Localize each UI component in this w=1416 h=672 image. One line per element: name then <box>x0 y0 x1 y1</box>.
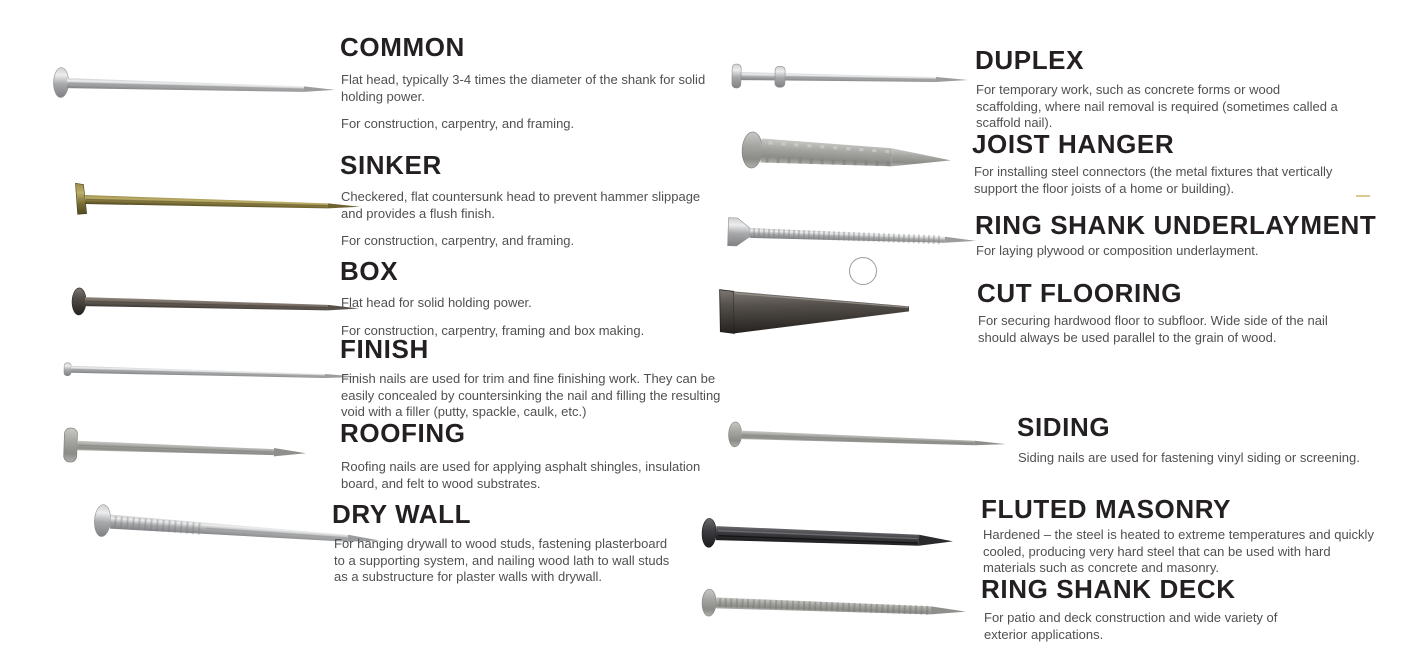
roofing-title: ROOFING <box>340 418 466 448</box>
sinker-title: SINKER <box>340 150 442 180</box>
cut-flooring-description-line: For securing hardwood floor to subfloor. Wide side of the nail should always be used parallel to the grain of wood. <box>978 313 1328 345</box>
box-title: BOX <box>340 256 399 286</box>
fluted-masonry-title: FLUTED MASONRY <box>981 494 1232 524</box>
box-use-line: For construction, carpentry, framing and box making. <box>341 322 645 338</box>
roofing-nail-image <box>59 425 308 474</box>
joist-hanger-nail-image <box>739 121 957 188</box>
common-use-line: For construction, carpentry, and framing. <box>341 116 575 132</box>
siding-nail-image <box>725 413 1008 465</box>
siding-description-line: Siding nails are used for fastening vinyl siding or screening. <box>1018 450 1360 465</box>
roofing-description-line: Roofing nails are used for applying asphalt shingles, insulation board, and felt to wood substrates. <box>341 459 701 491</box>
sinker-description <box>341 189 701 261</box>
siding-description <box>1018 450 1378 478</box>
drywall-description <box>334 536 680 597</box>
fluted-masonry-nail-image <box>699 510 955 565</box>
roofing-description <box>341 459 725 503</box>
click-indicator-circle <box>849 257 877 285</box>
duplex-title: DUPLEX <box>975 45 1085 75</box>
gold-dash-decoration <box>1356 195 1370 197</box>
duplex-description-line: For temporary work, such as concrete forms or wood scaffolding, where nail removal is required (sometimes called a scaffold nail). <box>976 82 1338 131</box>
ring-shank-underlayment-nail-image <box>725 212 978 261</box>
ring-shank-deck-nail-image <box>699 580 968 633</box>
box-description-line: Flat head for solid holding power. <box>341 295 532 310</box>
duplex-nail-image <box>730 58 971 98</box>
finish-description-line: Finish nails are used for trim and fine finishing work. They can be easily concealed by countersinking the nail and filling the resulting void with a filler (putty, spackle, caulk, etc.) <box>341 371 721 420</box>
sinker-nail-image <box>72 180 363 226</box>
siding-title: SIDING <box>1017 412 1111 442</box>
finish-title: FINISH <box>340 334 429 364</box>
cut-flooring-description <box>978 313 1362 357</box>
common-nail-image <box>51 61 337 110</box>
box-nail-image <box>70 283 363 327</box>
cut-flooring-nail-image <box>716 283 913 336</box>
ring-shank-underlayment-description-line: For laying plywood or composition underlayment. <box>976 243 1259 258</box>
finish-nail-image <box>62 354 363 392</box>
drywall-title: DRY WALL <box>332 499 472 529</box>
ring-shank-underlayment-description <box>976 243 1306 271</box>
common-title: COMMON <box>340 32 465 62</box>
joist-hanger-description-line: For installing steel connectors (the metal fixtures that vertically support the floor joists of a home or building). <box>974 164 1333 196</box>
fluted-masonry-description-line: Hardened – the steel is heated to extreme temperatures and quickly cooled, producing very hard steel that can be used with hard materials such as concrete and masonry. <box>983 527 1374 576</box>
drywall-description-line: For hanging drywall to wood studs, fastening plasterboard to a supporting system, and nailing wood lath to wall studs as a substructure for plaster walls with drywall. <box>334 536 670 585</box>
cut-flooring-title: CUT FLOORING <box>977 278 1183 308</box>
ring-shank-underlayment-title: RING SHANK UNDERLAYMENT <box>975 210 1377 240</box>
common-description-line: Flat head, typically 3-4 times the diameter of the shank for solid holding power. <box>341 72 706 104</box>
ring-shank-deck-description <box>984 610 1320 654</box>
joist-hanger-description <box>974 164 1372 208</box>
ring-shank-deck-title: RING SHANK DECK <box>981 574 1236 604</box>
joist-hanger-title: JOIST HANGER <box>972 129 1175 159</box>
sinker-use-line: For construction, carpentry, and framing. <box>341 233 575 249</box>
common-description <box>341 72 709 144</box>
ring-shank-deck-description-line: For patio and deck construction and wide variety of exterior applications. <box>984 610 1278 642</box>
sinker-description-line: Checkered, flat countersunk head to prevent hammer slippage and provides a flush finish. <box>341 189 701 221</box>
